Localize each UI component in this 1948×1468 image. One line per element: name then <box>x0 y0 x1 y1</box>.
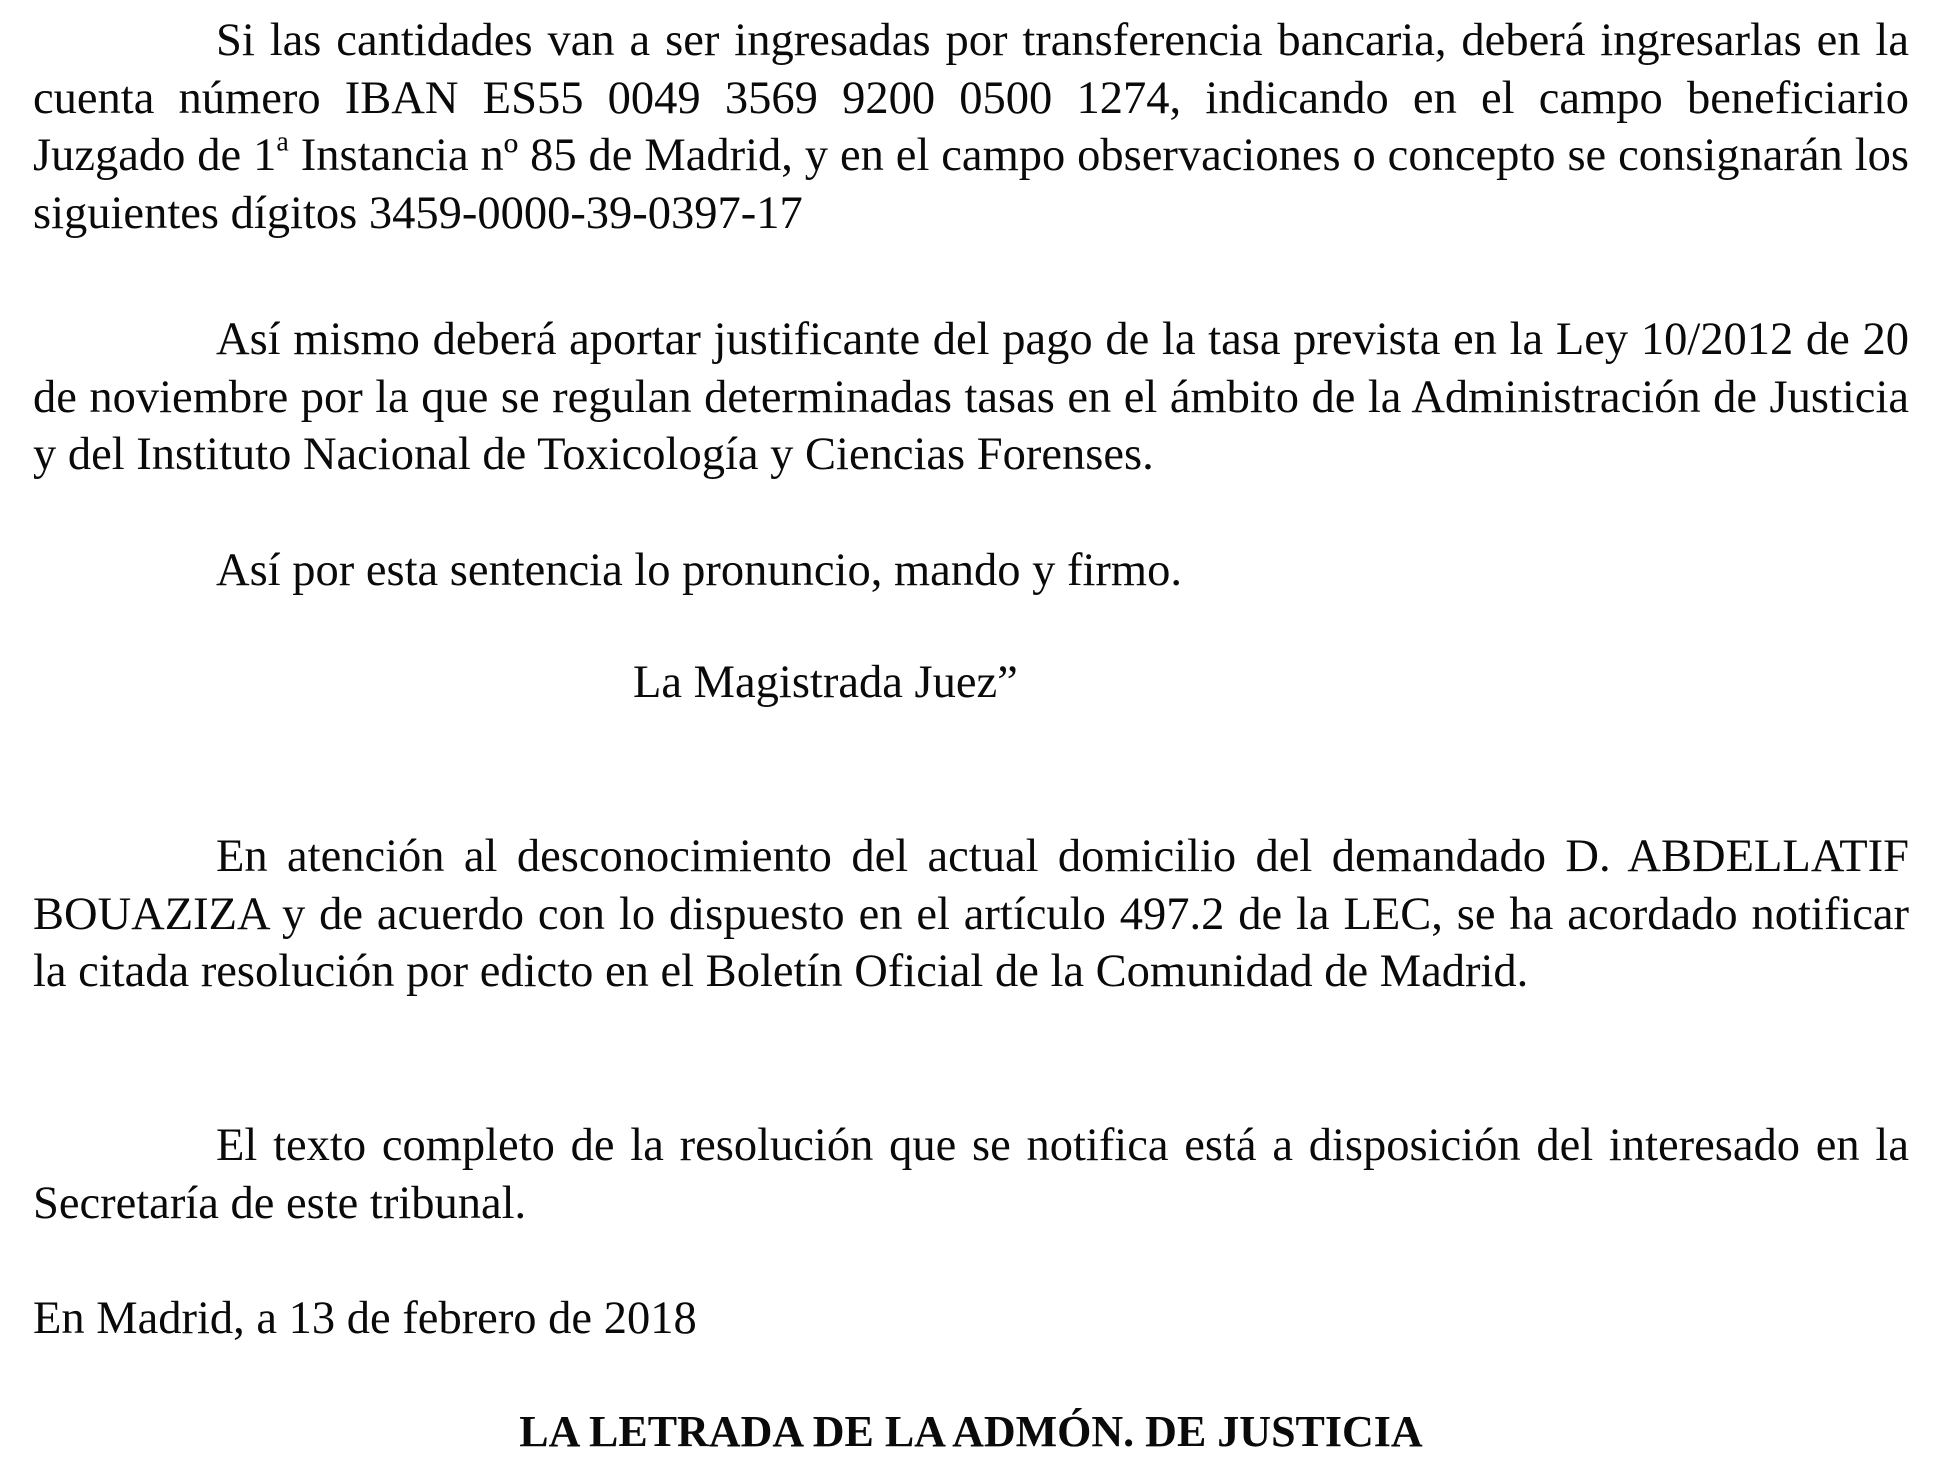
paragraph-bank-transfer <box>33 12 1909 242</box>
paragraph-tasa: Así mismo deberá aportar justificante del pago de la tasa prevista en la Ley 10/2012 de 20 de noviembre por la que se regulan determinadas tasas en el ámbito de la Administración de Justicia y del Instituto Nacional de Toxicología y Ciencias Forenses. <box>33 314 1909 480</box>
paragraph-sentence: Así por esta sentencia lo pronuncio, mando y firmo. <box>216 545 1182 596</box>
paragraph-notice: En atención al desconocimiento del actual domicilio del demandado D. ABDELLATIF BOUAZIZA y de acuerdo con lo dispuesto en el artículo 497.2 de la LEC, se ha acordado notificar la citada resolución por edicto en el Boletín Oficial de la Comunidad de Madrid. <box>33 831 1909 997</box>
ordinal-superscript: a <box>276 126 289 158</box>
paragraph-bank-transfer-text: Si las cantidades van a ser ingresadas por transferencia bancaria, deberá ingresarlas en la cuenta número IBAN ES55 0049 3569 9200 0500 1274, indicando en el campo beneficiario Juzgado de 1 <box>33 15 1909 181</box>
signature-judge: La Magistrada Juez” <box>633 657 1018 708</box>
signatory-role: LA LETRADA DE LA ADMÓN. DE JUSTICIA <box>519 1407 1423 1456</box>
paragraph-bank-transfer-text-cont: Instancia nº 85 de Madrid, y en el campo observaciones o concepto se consignarán los siguientes dígitos 3459-0000-39-0397-17 <box>33 130 1909 239</box>
paragraph-availability: El texto completo de la resolución que se notifica está a disposición del interesado en la Secretaría de este tribunal. <box>33 1120 1909 1229</box>
date-line: En Madrid, a 13 de febrero de 2018 <box>33 1293 697 1344</box>
